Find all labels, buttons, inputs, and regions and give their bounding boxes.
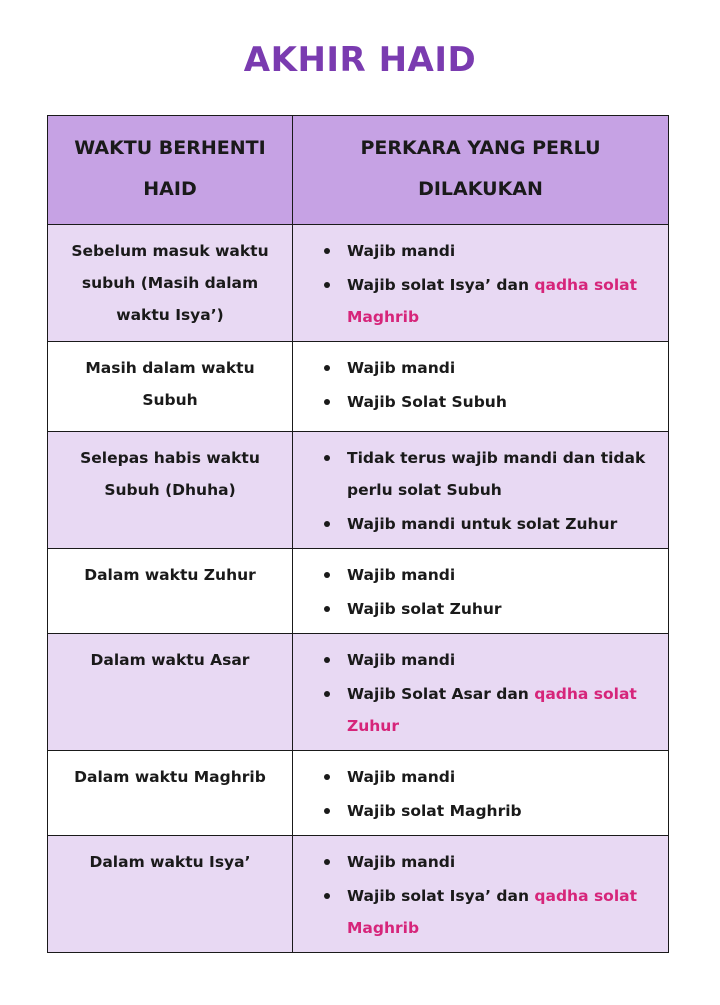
haid-table bbox=[47, 115, 669, 953]
item-text: Wajib solat Zuhur bbox=[347, 600, 502, 618]
waktu-cell: Dalam waktu Asar bbox=[48, 634, 293, 751]
bullet-icon bbox=[324, 282, 330, 288]
item-text: Wajib solat Isya’ dan bbox=[347, 276, 535, 294]
perkara-cell bbox=[293, 432, 669, 549]
bullet-icon bbox=[324, 365, 330, 371]
list-item bbox=[347, 678, 654, 742]
bullet-icon bbox=[324, 248, 330, 254]
list-item bbox=[347, 352, 654, 384]
bullet-icon bbox=[324, 691, 330, 697]
item-text: Wajib Solat Asar dan bbox=[347, 685, 535, 703]
table-row bbox=[48, 836, 669, 953]
column-header-waktu: WAKTU BERHENTI HAID bbox=[48, 116, 293, 225]
item-text: Wajib Solat Subuh bbox=[347, 393, 507, 411]
item-text: Wajib mandi bbox=[347, 651, 456, 669]
item-text: Wajib solat Isya’ dan bbox=[347, 887, 535, 905]
perkara-list bbox=[293, 761, 654, 827]
item-text: Wajib mandi bbox=[347, 566, 456, 584]
bullet-icon bbox=[324, 808, 330, 814]
list-item bbox=[347, 269, 654, 333]
list-item bbox=[347, 386, 654, 418]
item-highlight: qadha solat Maghrib bbox=[347, 887, 638, 937]
perkara-cell bbox=[293, 634, 669, 751]
item-text: Wajib mandi bbox=[347, 242, 456, 260]
perkara-list bbox=[293, 352, 654, 418]
bullet-icon bbox=[324, 521, 330, 527]
perkara-cell bbox=[293, 225, 669, 342]
list-item bbox=[347, 795, 654, 827]
bullet-icon bbox=[324, 893, 330, 899]
waktu-cell: Dalam waktu Isya’ bbox=[48, 836, 293, 953]
perkara-list bbox=[293, 442, 654, 540]
item-highlight: qadha solat Zuhur bbox=[347, 685, 637, 735]
column-header-perkara: PERKARA YANG PERLU DILAKUKAN bbox=[293, 116, 669, 225]
table-row bbox=[48, 634, 669, 751]
table-header-row bbox=[48, 116, 669, 225]
item-text: Wajib mandi bbox=[347, 768, 456, 786]
waktu-cell: Dalam waktu Zuhur bbox=[48, 549, 293, 634]
list-item bbox=[347, 846, 654, 878]
perkara-cell bbox=[293, 549, 669, 634]
list-item bbox=[347, 593, 654, 625]
item-text: Tidak terus wajib mandi dan tidak perlu solat Subuh bbox=[347, 449, 646, 499]
list-item bbox=[347, 442, 654, 506]
perkara-cell bbox=[293, 342, 669, 432]
perkara-list bbox=[293, 559, 654, 625]
list-item bbox=[347, 761, 654, 793]
list-item bbox=[347, 559, 654, 591]
table-row bbox=[48, 432, 669, 549]
bullet-icon bbox=[324, 572, 330, 578]
table-row bbox=[48, 342, 669, 432]
waktu-cell: Masih dalam waktu Subuh bbox=[48, 342, 293, 432]
list-item bbox=[347, 508, 654, 540]
perkara-list bbox=[293, 846, 654, 944]
item-text: Wajib mandi untuk solat Zuhur bbox=[347, 515, 618, 533]
table-row bbox=[48, 751, 669, 836]
waktu-cell: Selepas habis waktu Subuh (Dhuha) bbox=[48, 432, 293, 549]
item-text: Wajib mandi bbox=[347, 359, 456, 377]
item-text: Wajib mandi bbox=[347, 853, 456, 871]
bullet-icon bbox=[324, 606, 330, 612]
bullet-icon bbox=[324, 399, 330, 405]
bullet-icon bbox=[324, 859, 330, 865]
table-row bbox=[48, 225, 669, 342]
page-title: AKHIR HAID bbox=[243, 40, 477, 80]
list-item bbox=[347, 644, 654, 676]
list-item bbox=[347, 235, 654, 267]
list-item bbox=[347, 880, 654, 944]
waktu-cell: Dalam waktu Maghrib bbox=[48, 751, 293, 836]
table-row bbox=[48, 549, 669, 634]
bullet-icon bbox=[324, 455, 330, 461]
waktu-cell: Sebelum masuk waktu subuh (Masih dalam waktu Isya’) bbox=[48, 225, 293, 342]
bullet-icon bbox=[324, 774, 330, 780]
perkara-cell bbox=[293, 836, 669, 953]
perkara-cell bbox=[293, 751, 669, 836]
item-highlight: qadha solat Maghrib bbox=[347, 276, 638, 326]
item-text: Wajib solat Maghrib bbox=[347, 802, 522, 820]
perkara-list bbox=[293, 644, 654, 742]
perkara-list bbox=[293, 235, 654, 333]
bullet-icon bbox=[324, 657, 330, 663]
